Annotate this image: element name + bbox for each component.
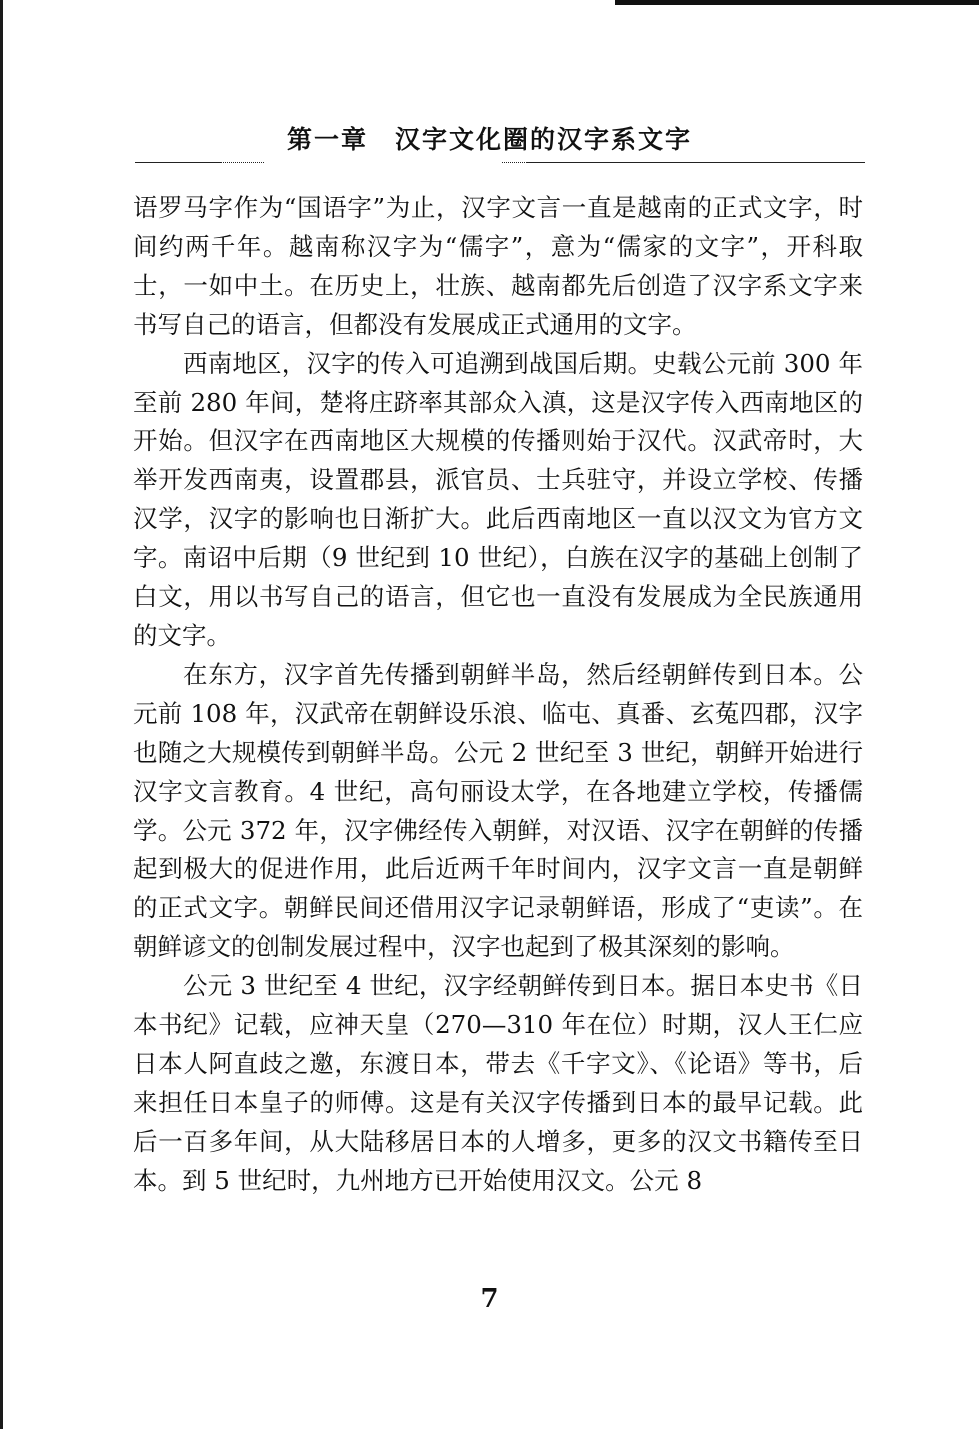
- scan-top-bar: [615, 0, 979, 5]
- paragraph-japan: 公元 3 世纪至 4 世纪，汉字经朝鲜传到日本。据日本史书《日本书纪》记载，应神天皇（270—310 年在位）时期，汉人王仁应日本人阿直歧之邀，东渡日本，带去《千字文》、《论语》等书，后来担任日本皇子的师傅。这是有关汉字传播到日本的最早记载。此后一百多年间，从大陆移居日本的人增多，更多的汉文书籍传至日本。到 5 世纪时，九州地方已开始使用汉文。公元 8: [133, 971, 863, 1195]
- paragraph-korea: 在东方，汉字首先传播到朝鲜半岛，然后经朝鲜传到日本。公元前 108 年，汉武帝在朝鲜设乐浪、临屯、真番、玄菟四郡，汉字也随之大规模传到朝鲜半岛。公元 2 世纪至 3 世纪，朝鲜开始进行汉字文言教育。4 世纪，高句丽设太学，在各地建立学校，传播儒学。公元 372 年，汉字佛经传入朝鲜，对汉语、汉字在朝鲜的传播起到极大的促进作用，此后近两千年时间内，汉字文言一直是朝鲜的正式文字。朝鲜民间还借用汉字记录朝鲜语，形成了“吏读”。在朝鲜谚文的创制发展过程中，汉字也起到了极其深刻的影响。: [133, 659, 863, 962]
- body-text: [133, 189, 863, 1201]
- paragraph-southwest: 西南地区，汉字的传入可追溯到战国后期。史载公元前 300 年至前 280 年间，楚将庄跻率其部众入滇，这是汉字传入西南地区的开始。但汉字在西南地区大规模的传播则始于汉代。汉武帝时，大举开发西南夷，设置郡县，派官员、士兵驻守，并设立学校、传播汉学，汉字的影响也日渐扩大。此后西南地区一直以汉文为官方文字。南诏中后期（9 世纪到 10 世纪），白族在汉字的基础上创制了白文，用以书写自己的语言，但它也一直没有发展成为全民族通用的文字。: [133, 348, 863, 650]
- page-left-edge: [0, 0, 3, 1429]
- page-number: 7: [480, 1284, 499, 1314]
- paragraph-continued: 语罗马字作为“国语字”为止，汉字文言一直是越南的正式文字，时间约两千年。越南称汉字为“儒字”，意为“儒家的文字”，开科取士，一如中土。在历史上，壮族、越南都先后创造了汉字系文字来书写自己的语言，但都没有发展成正式通用的文字。: [133, 193, 863, 339]
- header-rule-left-dots: [222, 162, 267, 163]
- header-rule-right: [500, 162, 865, 163]
- header-rule-right-dots: [500, 162, 526, 163]
- running-header-title: 第一章 汉字文化圈的汉字系文字: [286, 125, 692, 154]
